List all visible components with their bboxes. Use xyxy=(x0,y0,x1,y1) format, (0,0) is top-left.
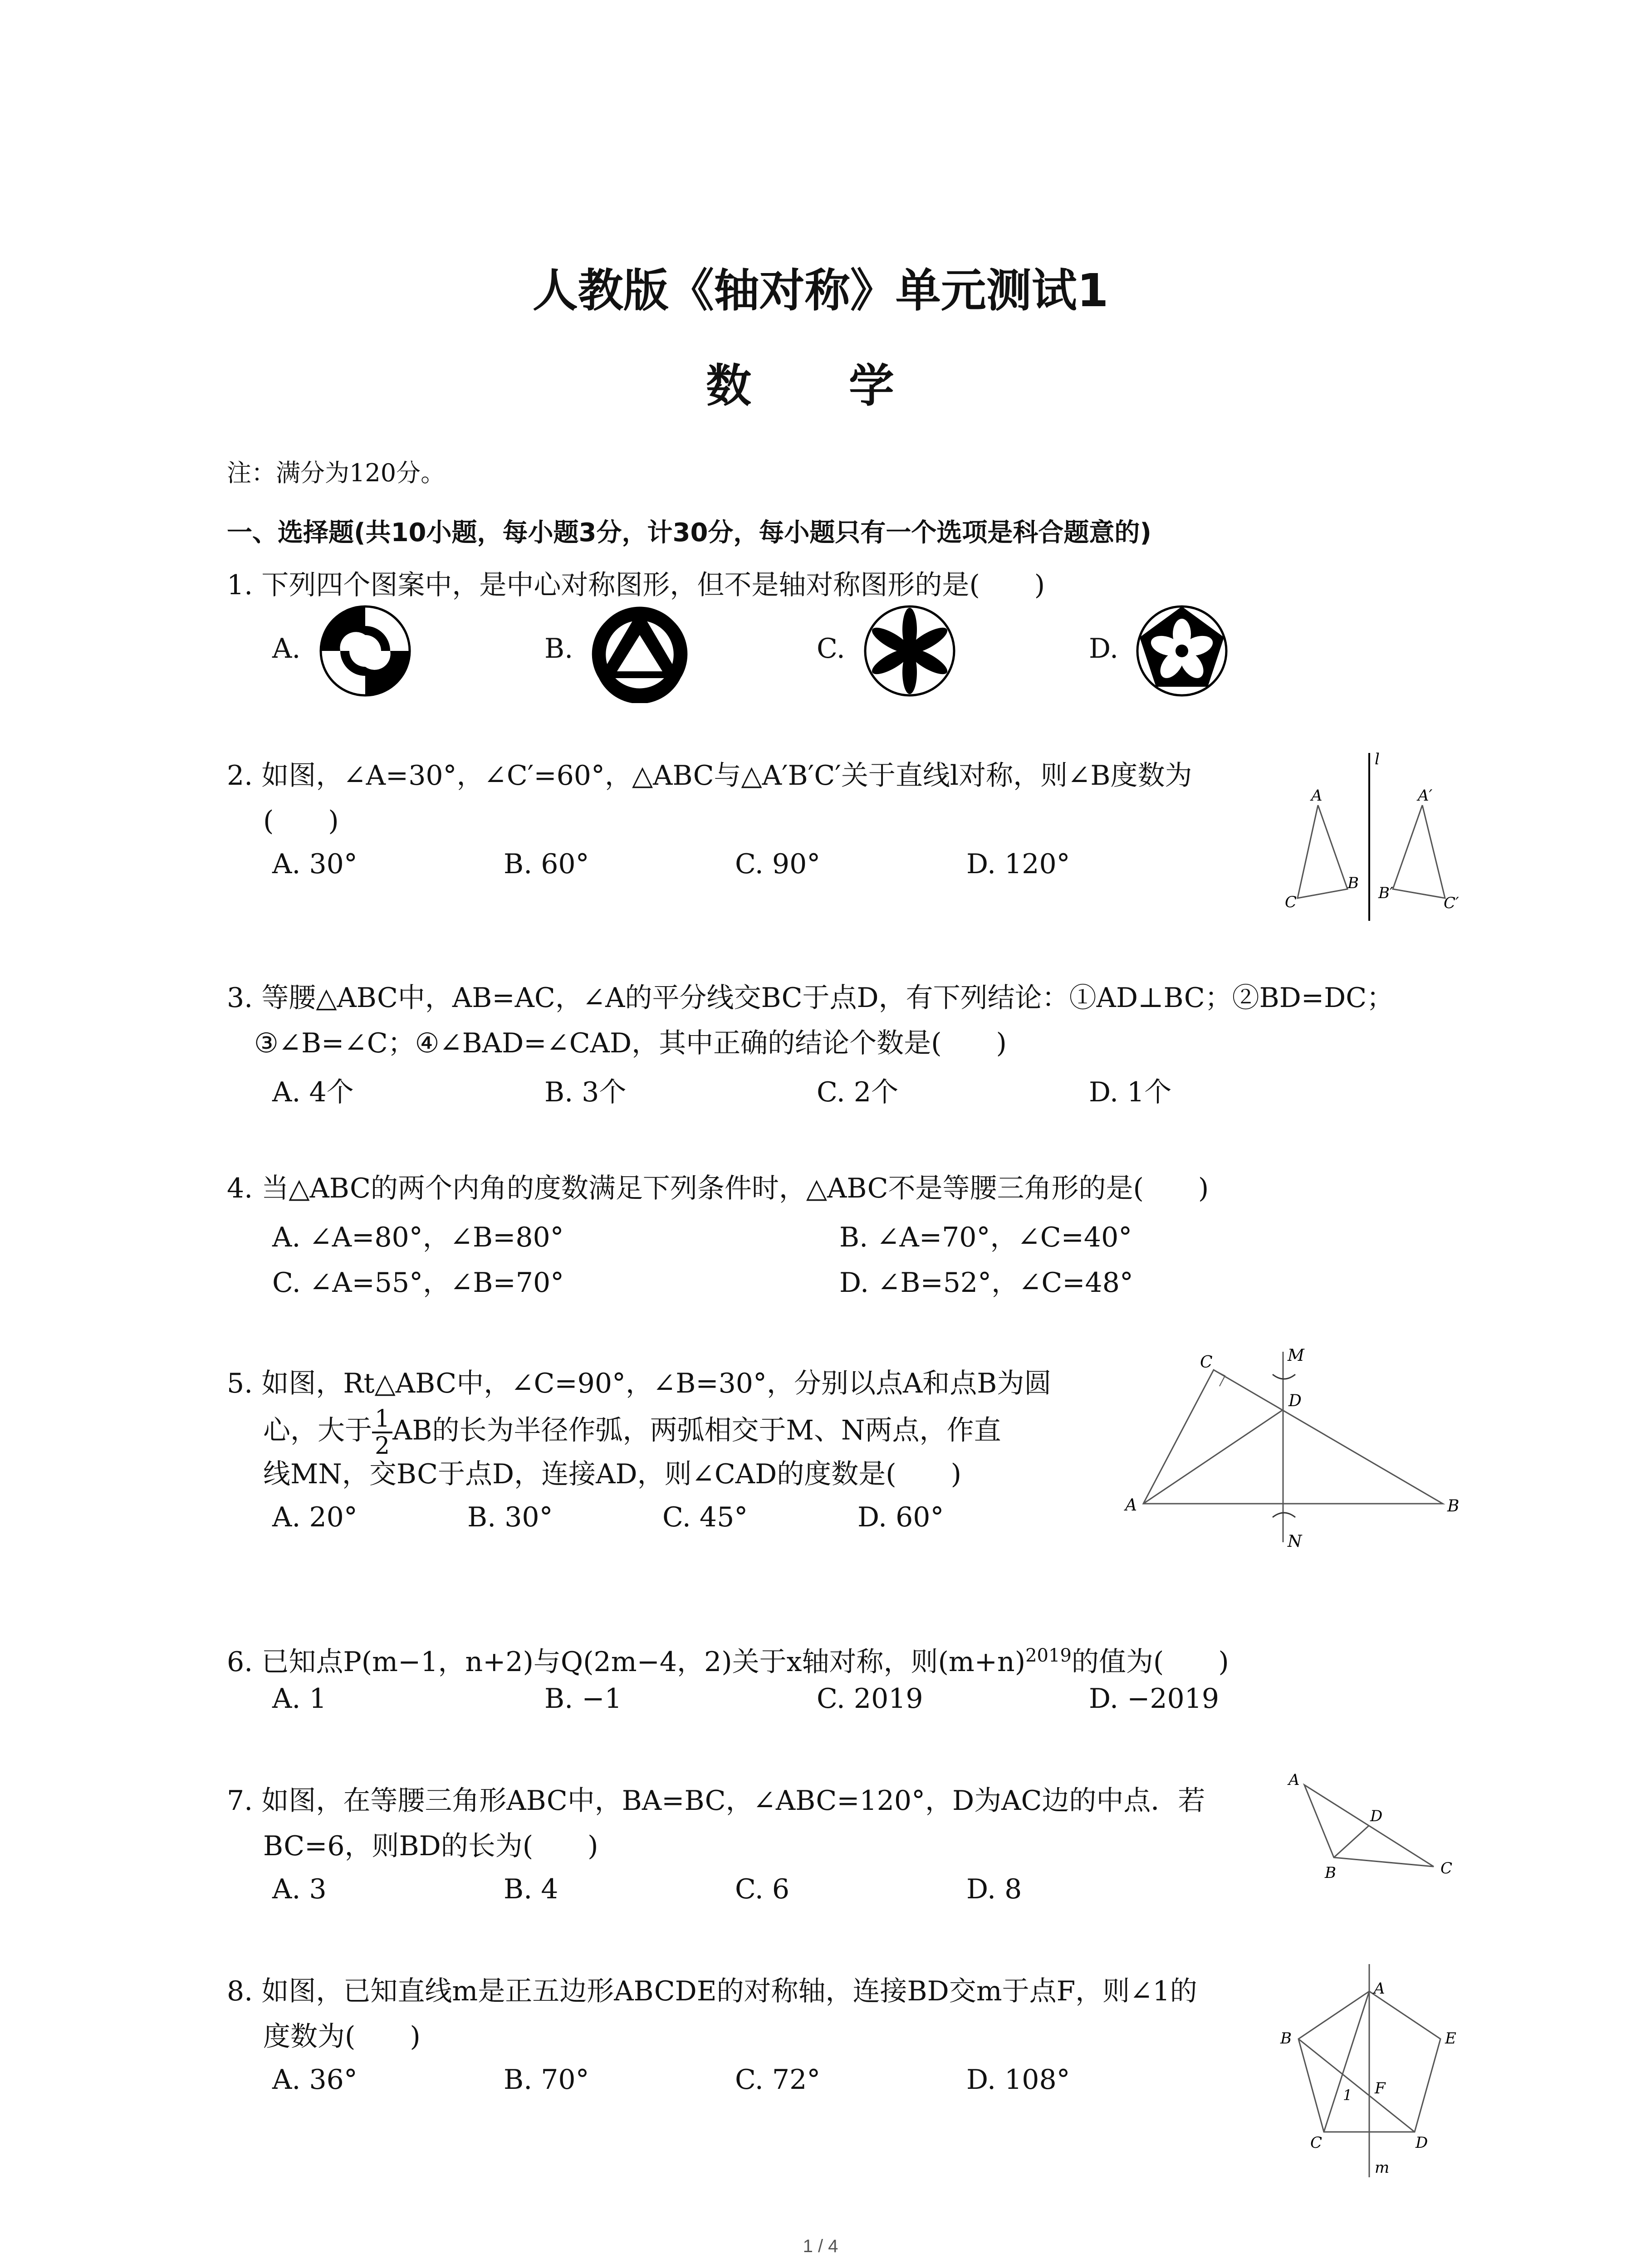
q5-label-a: A xyxy=(1125,1496,1137,1515)
q7-option-d: D. 8 xyxy=(966,1873,1022,1905)
q4-option-d: D. ∠B=52°，∠C=48° xyxy=(839,1267,1133,1299)
q7-option-c: C. 6 xyxy=(735,1873,790,1905)
question-8-text-line2: 度数为( ) xyxy=(263,2021,421,2053)
q1-pattern-b xyxy=(590,603,690,703)
page-number: 1 / 4 xyxy=(803,2236,838,2256)
q2-label-a-prime: A′ xyxy=(1418,787,1433,805)
q5-label-b: B xyxy=(1447,1497,1460,1515)
q5-frac-den: 2 xyxy=(375,1432,390,1460)
q7-option-b: B. 4 xyxy=(504,1873,558,1905)
q2-option-d: D. 120° xyxy=(966,848,1070,880)
q8-label-e: E xyxy=(1445,2029,1456,2048)
q7-label-b: B xyxy=(1325,1864,1336,1882)
q8-label-m: m xyxy=(1375,2159,1390,2177)
q5-label-d: D xyxy=(1288,1392,1302,1410)
question-7-text-line2: BC=6，则BD的长为( ) xyxy=(263,1830,598,1862)
q8-option-d: D. 108° xyxy=(966,2064,1070,2096)
q4-option-a: A. ∠A=80°，∠B=80° xyxy=(272,1222,564,1253)
q2-label-b-prime: B′ xyxy=(1378,884,1393,902)
q3-option-c: C. 2个 xyxy=(817,1076,899,1108)
q3-option-b: B. 3个 xyxy=(544,1076,627,1108)
question-2-text-line2: ( ) xyxy=(263,805,339,837)
q8-label-c: C xyxy=(1310,2134,1323,2152)
q7-label-c: C xyxy=(1440,1859,1453,1877)
section-heading: 一、选择题(共10小题，每小题3分，计30分，每小题只有一个选项是科合题意的) xyxy=(227,518,1152,547)
q2-option-a: A. 30° xyxy=(272,848,358,880)
q7-label-d: D xyxy=(1370,1807,1383,1825)
q8-option-b: B. 70° xyxy=(504,2064,589,2096)
q5-line2-prefix: 心，大于 xyxy=(263,1414,372,1447)
q7-label-a: A xyxy=(1288,1771,1300,1789)
q1-option-a: A. xyxy=(272,633,301,665)
q1-option-d: D. xyxy=(1089,633,1119,665)
question-2-text: 2. 如图，∠A=30°，∠C′=60°，△ABC与△A′B′C′关于直线l对称，则∠B度数为 xyxy=(227,760,1192,792)
q2-figure xyxy=(1279,744,1470,925)
q1-option-c: C. xyxy=(817,633,845,665)
q6-option-b: B. −1 xyxy=(544,1683,622,1715)
q2-option-c: C. 90° xyxy=(735,848,821,880)
q5-option-b: B. 30° xyxy=(467,1501,553,1533)
q8-label-1: 1 xyxy=(1343,2087,1352,2104)
q1-pattern-a xyxy=(318,603,413,699)
q6-option-a: A. 1 xyxy=(272,1683,327,1715)
q6-text-suffix: 的值为( ) xyxy=(1071,1646,1229,1678)
q6-option-c: C. 2019 xyxy=(817,1683,923,1715)
q8-label-b: B xyxy=(1280,2029,1292,2048)
q7-figure xyxy=(1279,1765,1470,1896)
q3-option-d: D. 1个 xyxy=(1089,1076,1172,1108)
q8-figure xyxy=(1270,1960,1470,2195)
question-8-text: 8. 如图，已知直线m是正五边形ABCDE的对称轴，连接BD交m于点F，则∠1的 xyxy=(227,1975,1197,2007)
q5-label-m: M xyxy=(1288,1346,1304,1365)
question-3-text: 3. 等腰△ABC中，AB=AC，∠A的平分线交BC于点D，有下列结论：①AD⊥BC；②BD=DC； xyxy=(227,982,1394,1014)
q1-option-b: B. xyxy=(544,633,573,665)
q2-label-c-prime: C′ xyxy=(1444,894,1459,912)
question-5-text-line3: 线MN，交BC于点D，连接AD，则∠CAD的度数是( ) xyxy=(263,1458,962,1490)
q1-pattern-d xyxy=(1134,603,1230,699)
q4-option-b: B. ∠A=70°，∠C=40° xyxy=(839,1222,1132,1253)
question-4-text: 4. 当△ABC的两个内角的度数满足下列条件时，△ABC不是等腰三角形的是( ) xyxy=(227,1173,1209,1204)
q2-label-c: C xyxy=(1285,893,1297,911)
q2-option-b: B. 60° xyxy=(504,848,589,880)
q8-option-c: C. 72° xyxy=(735,2064,821,2096)
q5-option-c: C. 45° xyxy=(662,1501,748,1533)
q5-line2-suffix: AB的长为半径作弧，两弧相交于M、N两点，作直 xyxy=(392,1414,1001,1447)
subject-heading: 数 学 xyxy=(706,359,935,412)
q2-label-l: l xyxy=(1375,750,1380,768)
q5-frac-num: 1 xyxy=(372,1406,392,1433)
score-note: 注：满分为120分。 xyxy=(227,459,446,487)
q5-fraction xyxy=(372,1406,392,1459)
q5-label-n: N xyxy=(1288,1532,1302,1551)
q6-text-prefix: 6. 已知点P(m−1，n+2)与Q(2m−4，2)关于x轴对称，则(m+n) xyxy=(227,1646,1026,1678)
q3-option-a: A. 4个 xyxy=(272,1076,354,1108)
q8-label-f: F xyxy=(1375,2079,1386,2097)
question-1-text: 1. 下列四个图案中，是中心对称图形，但不是轴对称图形的是( ) xyxy=(227,569,1045,601)
q8-label-d: D xyxy=(1416,2134,1428,2152)
question-5-text-line2 xyxy=(263,1406,1001,1459)
q6-exponent: 2019 xyxy=(1025,1645,1072,1666)
q5-option-a: A. 20° xyxy=(272,1501,358,1533)
question-5-text: 5. 如图，Rt△ABC中，∠C=90°，∠B=30°，分别以点A和点B为圆 xyxy=(227,1368,1052,1399)
q2-label-b: B xyxy=(1347,874,1359,892)
q7-option-a: A. 3 xyxy=(272,1873,327,1905)
page-title: 人教版《轴对称》单元测试1 xyxy=(532,264,1109,317)
question-3-text-line2: ③∠B=∠C；④∠BAD=∠CAD，其中正确的结论个数是( ) xyxy=(254,1027,1007,1059)
q8-option-a: A. 36° xyxy=(272,2064,358,2096)
q4-option-c: C. ∠A=55°，∠B=70° xyxy=(272,1267,564,1299)
question-6-text xyxy=(227,1633,1229,1685)
q1-pattern-c xyxy=(862,603,957,699)
q5-figure xyxy=(1116,1343,1470,1551)
q2-label-a: A xyxy=(1311,787,1323,805)
q5-label-c: C xyxy=(1200,1353,1213,1372)
question-7-text: 7. 如图，在等腰三角形ABC中，BA=BC，∠ABC=120°，D为AC边的中点．若 xyxy=(227,1785,1205,1817)
q6-option-d: D. −2019 xyxy=(1089,1683,1220,1715)
q8-label-a: A xyxy=(1374,1980,1385,1998)
q5-option-d: D. 60° xyxy=(857,1501,944,1533)
